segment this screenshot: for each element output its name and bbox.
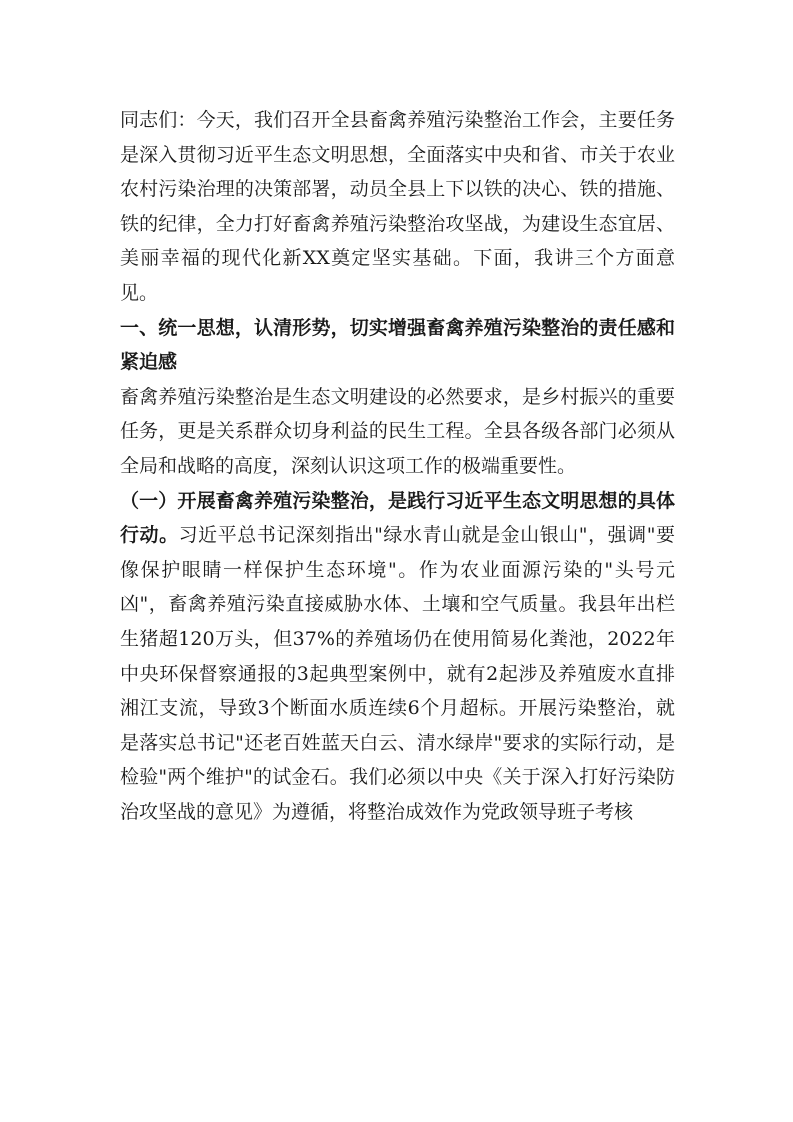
point-lead: （一）开展畜禽养殖污染整治，是践行习近平生态文明思想的具体行动。 [120, 489, 675, 547]
point-paragraph [120, 484, 675, 830]
section-intro-paragraph: 畜禽养殖污染整治是生态文明建设的必然要求，是乡村振兴的重要任务，更是关系群众切身利益的民生工程。全县各级各部门必须从全局和战略的高度，深刻认识这项工作的极端重要性。 [120, 385, 675, 477]
point-body: 习近平总书记深刻指出"绿水青山就是金山银山"，强调"要像保护眼睛一样保护生态环境"。作为农业面源污染的"头号元凶"，畜禽养殖污染直接威胁水体、土壤和空气质量。我县年出栏生猪超120万头，但37%的养殖场仍在使用简易化粪池，2022年中央环保督察通报的3起典型案例中，就有2起涉及养殖废水直排湘江支流，导致3个断面水质连续6个月超标。开展污染整治，就是落实总书记"还老百姓蓝天白云、清水绿岸"要求的实际行动，是检验"两个维护"的试金石。我们必须以中央《关于深入打好污染防治攻坚战的意见》为遵循，将整治成效作为党政领导班子考核 [120, 524, 675, 823]
document-body [120, 103, 675, 829]
section-heading: 一、统一思想，认清形势，切实增强畜禽养殖污染整治的责任感和紧迫感 [120, 316, 675, 374]
opening-paragraph: 同志们：今天，我们召开全县畜禽养殖污染整治工作会，主要任务是深入贯彻习近平生态文明思想，全面落实中央和省、市关于农业农村污染治理的决策部署，动员全县上下以铁的决心、铁的措施、铁的纪律，全力打好畜禽养殖污染整治攻坚战，为建设生态宜居、美丽幸福的现代化新XX奠定坚实基础。下面，我讲三个方面意见。 [120, 109, 675, 304]
